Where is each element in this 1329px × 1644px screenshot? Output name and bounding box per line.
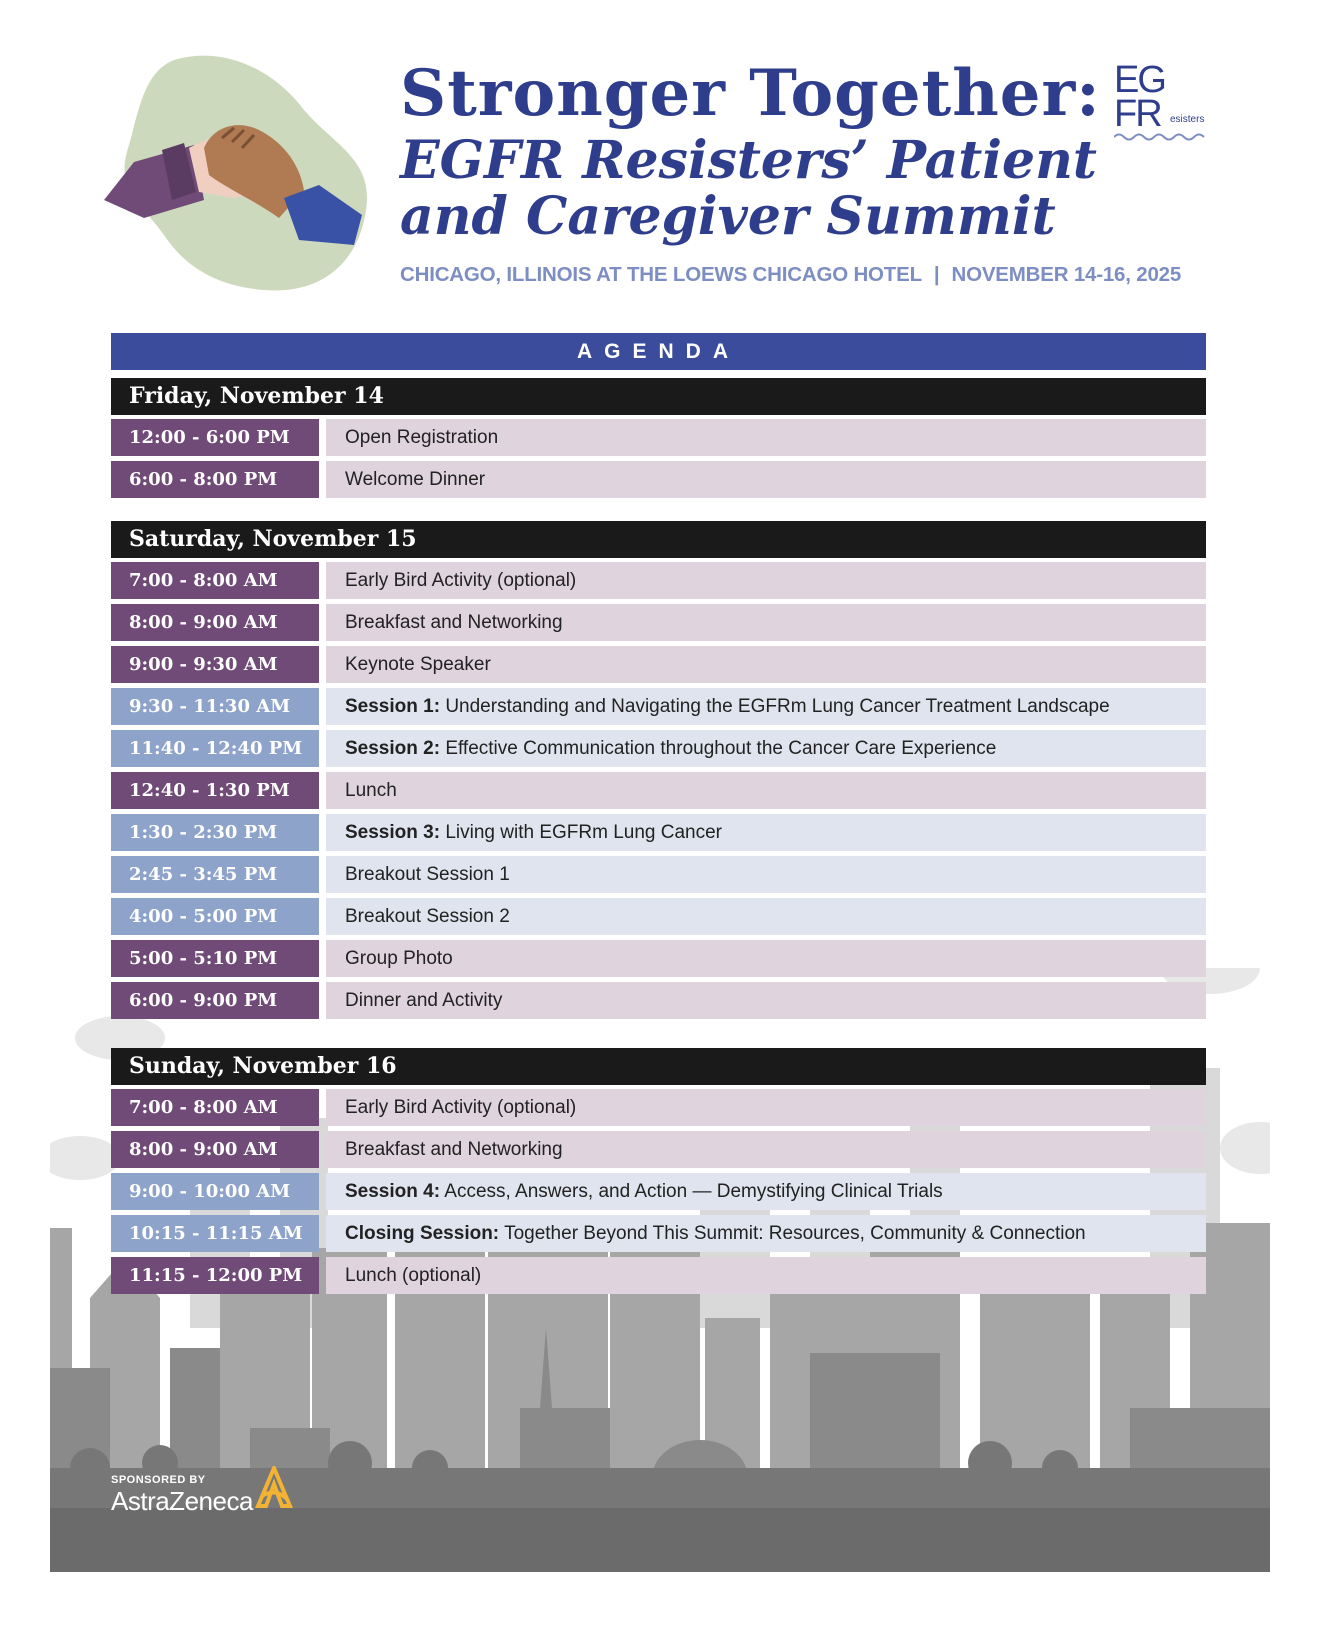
agenda-row (111, 1215, 1206, 1252)
agenda-time: 8:00 - 9:00 AM (111, 1131, 319, 1168)
session-label: Session 2: (345, 738, 441, 759)
agenda-description (326, 1215, 1206, 1252)
session-title: Together Beyond This Summit: Resources, Community & Connection (499, 1223, 1086, 1244)
agenda-row (111, 1257, 1206, 1294)
agenda-row (111, 898, 1206, 935)
agenda-time: 5:00 - 5:10 PM (111, 940, 319, 977)
astrazeneca-logo-icon (254, 1466, 294, 1514)
agenda-description (326, 982, 1206, 1019)
agenda-time: 6:00 - 8:00 PM (111, 461, 319, 498)
agenda-description (326, 562, 1206, 599)
session-title: Open Registration (345, 427, 499, 448)
session-label: Closing Session: (345, 1223, 500, 1244)
agenda-row (111, 461, 1206, 498)
agenda-time: 8:00 - 9:00 AM (111, 604, 319, 641)
agenda-row (111, 940, 1206, 977)
day-header: Saturday, November 15 (111, 521, 1206, 558)
agenda-description (326, 1257, 1206, 1294)
venue-line (400, 263, 1181, 287)
venue-text: CHICAGO, ILLINOIS AT THE LOEWS CHICAGO HOTEL (400, 263, 922, 286)
session-title: Lunch (345, 780, 397, 801)
agenda-description (326, 419, 1206, 456)
day-header: Friday, November 14 (111, 378, 1206, 415)
agenda-time: 7:00 - 8:00 AM (111, 1089, 319, 1126)
agenda-row (111, 982, 1206, 1019)
session-label: Session 3: (345, 822, 441, 843)
agenda-description (326, 1173, 1206, 1210)
sponsored-by-label: SPONSORED BY (111, 1474, 206, 1486)
agenda-row (111, 562, 1206, 599)
agenda-row (111, 772, 1206, 809)
session-title: Breakout Session 1 (345, 864, 510, 885)
agenda-time: 6:00 - 9:00 PM (111, 982, 319, 1019)
agenda-row (111, 419, 1206, 456)
agenda-time: 9:30 - 11:30 AM (111, 688, 319, 725)
agenda-row (111, 1089, 1206, 1126)
session-title: Dinner and Activity (345, 990, 503, 1011)
logo-line1: EG (1114, 59, 1165, 101)
agenda-description (326, 461, 1206, 498)
logo-line2: FR (1114, 93, 1161, 135)
session-title: Lunch (optional) (345, 1265, 482, 1286)
agenda-description (326, 814, 1206, 851)
session-title: Early Bird Activity (optional) (345, 1097, 577, 1118)
summit-title-line1: Stronger Together: (400, 56, 1101, 131)
session-title: Welcome Dinner (345, 469, 486, 490)
logo-small: esisters (1170, 114, 1205, 125)
session-title: Access, Answers, and Action — Demystifying Clinical Trials (440, 1181, 943, 1202)
agenda-time: 9:00 - 10:00 AM (111, 1173, 319, 1210)
agenda-description (326, 1089, 1206, 1126)
session-title: Breakfast and Networking (345, 612, 563, 633)
session-label: Session 4: (345, 1181, 441, 1202)
sponsor-name: AstraZeneca (111, 1486, 253, 1516)
agenda-description (326, 730, 1206, 767)
agenda-description (326, 688, 1206, 725)
agenda-time: 11:15 - 12:00 PM (111, 1257, 319, 1294)
agenda-time: 9:00 - 9:30 AM (111, 646, 319, 683)
agenda-description (326, 646, 1206, 683)
agenda-description (326, 604, 1206, 641)
agenda-row (111, 688, 1206, 725)
agenda-description (326, 772, 1206, 809)
agenda-header: AGENDA (111, 333, 1206, 370)
session-title: Effective Communication throughout the Cancer Care Experience (440, 738, 997, 759)
venue-separator: | (933, 263, 940, 286)
agenda-description (326, 940, 1206, 977)
agenda-row (111, 604, 1206, 641)
event-dates: NOVEMBER 14-16, 2025 (951, 263, 1182, 286)
session-title: Understanding and Navigating the EGFRm Lung Cancer Treatment Landscape (440, 696, 1110, 717)
day-header: Sunday, November 16 (111, 1048, 1206, 1085)
agenda-row (111, 646, 1206, 683)
agenda-time: 12:00 - 6:00 PM (111, 419, 319, 456)
agenda-row (111, 730, 1206, 767)
session-title: Keynote Speaker (345, 654, 491, 675)
agenda-time: 2:45 - 3:45 PM (111, 856, 319, 893)
summit-title-line2: EGFR Resisters’ Patient (400, 130, 1097, 191)
agenda-row (111, 814, 1206, 851)
agenda-description (326, 898, 1206, 935)
session-title: Breakout Session 2 (345, 906, 510, 927)
agenda-time: 1:30 - 2:30 PM (111, 814, 319, 851)
session-title: Group Photo (345, 948, 453, 969)
agenda-time: 11:40 - 12:40 PM (111, 730, 319, 767)
session-title: Early Bird Activity (optional) (345, 570, 577, 591)
agenda-time: 7:00 - 8:00 AM (111, 562, 319, 599)
agenda-description (326, 856, 1206, 893)
agenda-time: 4:00 - 5:00 PM (111, 898, 319, 935)
session-label: Session 1: (345, 696, 441, 717)
agenda-description (326, 1131, 1206, 1168)
agenda-row (111, 1131, 1206, 1168)
session-title: Living with EGFRm Lung Cancer (440, 822, 722, 843)
clasped-hands-icon (104, 50, 380, 300)
egfr-resisters-logo (1114, 59, 1214, 146)
session-title: Breakfast and Networking (345, 1139, 563, 1160)
summit-title-line3: and Caregiver Summit (400, 186, 1056, 247)
agenda-row (111, 856, 1206, 893)
logo-wave-icon (1114, 132, 1206, 142)
agenda-row (111, 1173, 1206, 1210)
agenda-time: 10:15 - 11:15 AM (111, 1215, 319, 1252)
agenda-time: 12:40 - 1:30 PM (111, 772, 319, 809)
